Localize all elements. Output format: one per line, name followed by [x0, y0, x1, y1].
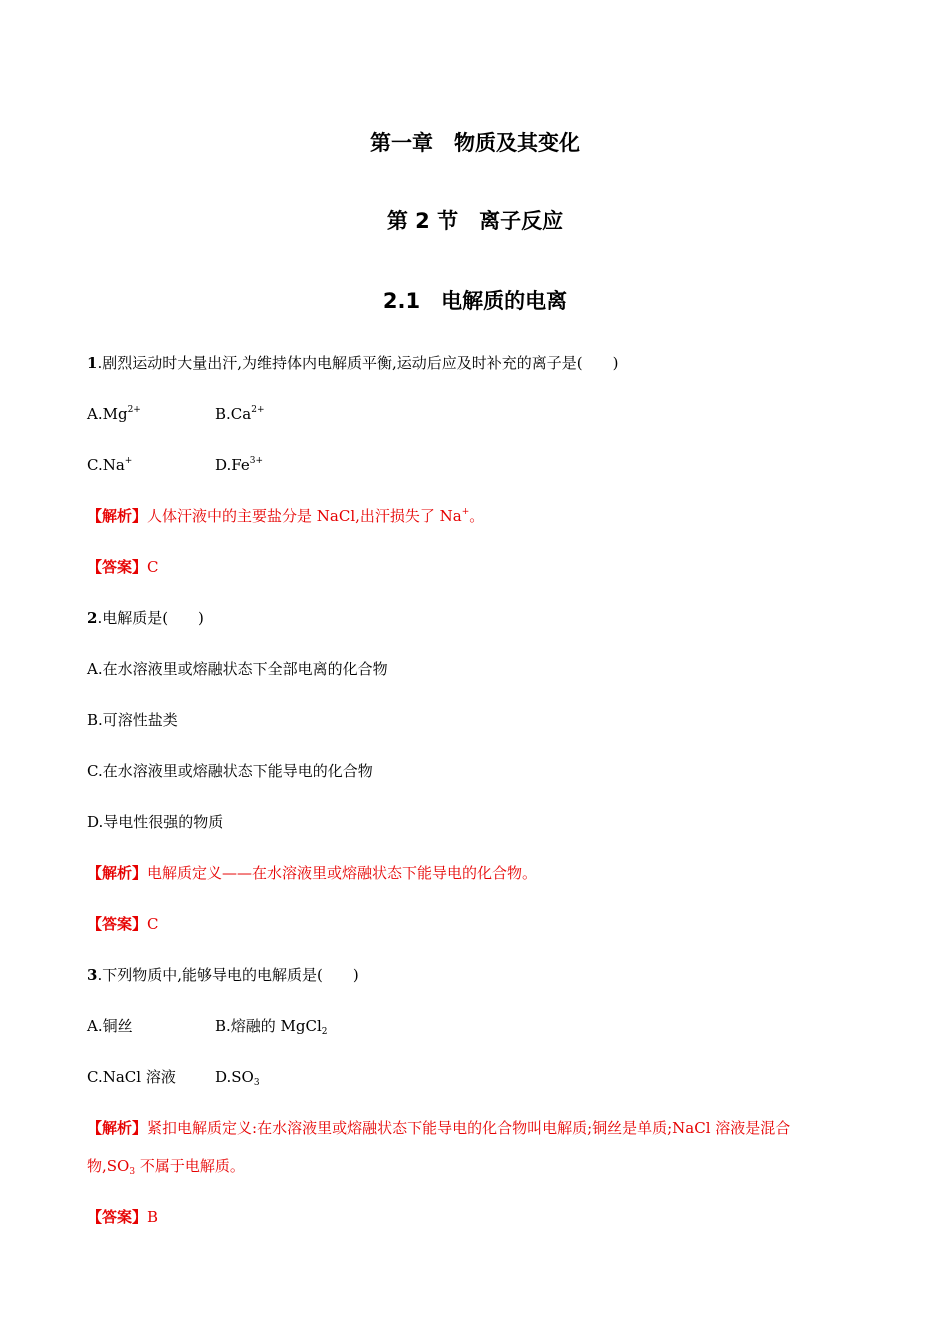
q1-option-c: C.Na+	[87, 456, 133, 474]
q3-analysis-line-1: 【解析】紧扣电解质定义:在水溶液里或熔融状态下能导电的化合物叫电解质;铜丝是单质;NaCl 溶液是混合	[87, 1119, 791, 1137]
question-number: 3	[87, 966, 98, 984]
question-number: 1	[87, 354, 98, 372]
answer-label: 【答案】	[87, 915, 148, 933]
question-1	[87, 353, 618, 373]
analysis-label: 【解析】	[87, 1119, 148, 1137]
question-text: .剧烈运动时大量出汗,为维持体内电解质平衡,运动后应及时补充的离子是( )	[97, 354, 619, 372]
q1-options-row-1	[87, 404, 487, 424]
question-3	[87, 965, 359, 985]
question-2	[87, 608, 204, 628]
analysis-label: 【解析】	[87, 507, 148, 525]
q1-answer	[87, 557, 159, 577]
subsection-title: 2.1 电解质的电离	[382, 289, 568, 313]
section-title: 第 2 节 离子反应	[386, 209, 564, 233]
q3-analysis-line-2: 物$,SO_3$ 不属于电解质。	[87, 1157, 245, 1177]
q2-analysis: 【解析】电解质定义——在水溶液里或熔融状态下能导电的化合物。	[87, 864, 538, 882]
analysis-label: 【解析】	[87, 864, 148, 882]
q3-options-row-2	[87, 1067, 487, 1087]
q3-option-d: $D.SO_3$	[215, 1068, 260, 1088]
q3-options-row-1	[87, 1016, 487, 1036]
q3-answer	[87, 1207, 158, 1227]
q2-option-a: A.在水溶液里或熔融状态下全部电离的化合物	[87, 660, 388, 678]
chapter-title: 第一章 物质及其变化	[370, 131, 580, 155]
answer-value: B	[147, 1208, 159, 1226]
q2-option-c: C.在水溶液里或熔融状态下能导电的化合物	[87, 762, 373, 780]
answer-label: 【答案】	[87, 1208, 148, 1226]
question-number: 2	[87, 609, 98, 627]
q1-options-row-2	[87, 455, 487, 475]
question-text: .电解质是( )	[97, 609, 204, 627]
q1-analysis: 【解析】人体汗液中的主要盐分是 NaCl,出汗损失了 Na+。	[87, 507, 485, 525]
answer-value: C	[147, 915, 159, 933]
q2-option-d: D.导电性很强的物质	[87, 813, 224, 831]
q1-option-a: $A.Mg^{2+}$	[87, 405, 141, 423]
q1-option-d: $D.Fe^{3+}$	[215, 456, 264, 474]
question-text: .下列物质中,能够导电的电解质是( )	[97, 966, 359, 984]
q3-option-b: B.熔融的 MgCl$_2$	[215, 1017, 328, 1037]
q2-option-b: B.可溶性盐类	[87, 711, 178, 729]
q3-option-a: A.铜丝	[87, 1017, 133, 1035]
answer-value: C	[147, 558, 159, 576]
answer-label: 【答案】	[87, 558, 148, 576]
q3-option-c: C.NaCl 溶液	[87, 1068, 176, 1086]
q2-answer	[87, 914, 159, 934]
q1-option-b: $B.Ca^{2+}$	[215, 405, 265, 423]
